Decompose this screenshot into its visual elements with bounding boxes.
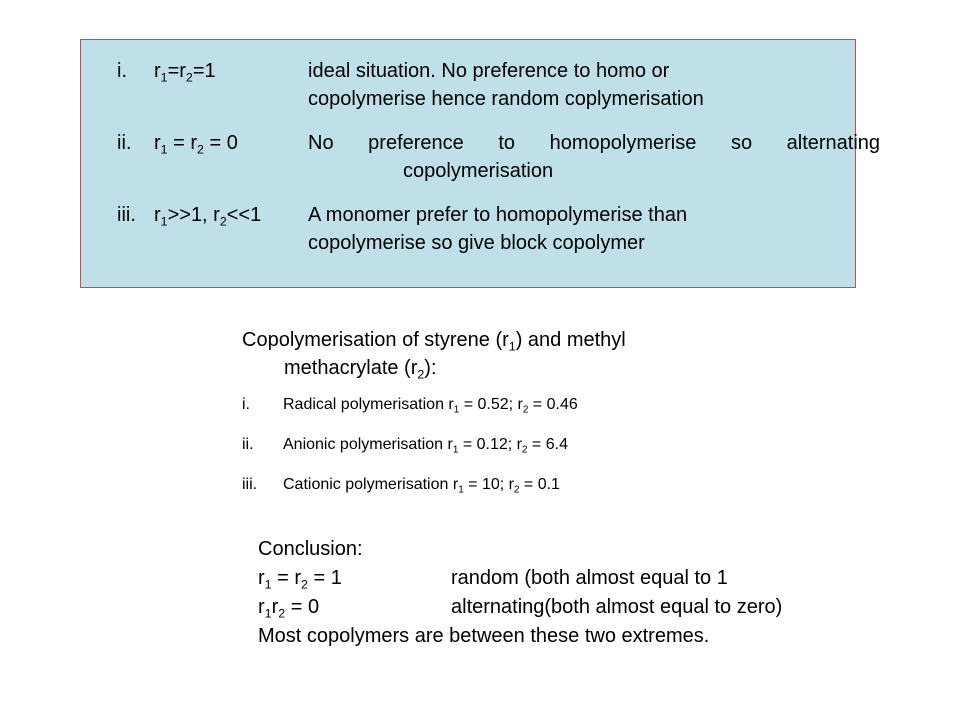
case-description-line2: copolymerise so give block copolymer <box>308 232 645 254</box>
conclusion-condition: $r_1 = r_2 = 1$ <box>258 567 342 592</box>
conclusion-meaning: alternating(both almost equal to zero) <box>451 596 783 618</box>
conclusion-row-random <box>258 564 728 593</box>
case-description-line1: No preference to homopolymerise so alternating <box>308 132 881 154</box>
method-text: Radical polymerisation $r_1 = 0.52$; $r_2 = 0.46$ <box>283 396 578 416</box>
method-number: ii. <box>242 436 254 453</box>
case-description-line1: A monomer prefer to homopolymerise than <box>308 204 688 226</box>
case-number: i. <box>117 60 127 82</box>
intro-line-2: methacrylate $(r_2)$: <box>284 357 437 382</box>
conclusion-condition: $r_1r_2 = 0$ <box>258 596 320 621</box>
conclusion-row-alternating <box>258 593 783 622</box>
case-condition: $r_1 = r_2 = 0$ <box>154 132 238 157</box>
conclusion-meaning: random (both almost equal to 1 <box>451 567 728 589</box>
case-description-line2: copolymerise hence random coplymerisation <box>308 88 704 110</box>
case-number: iii. <box>117 204 136 226</box>
method-number: iii. <box>242 476 258 493</box>
cases-list <box>81 40 881 287</box>
conclusion-closing: Most copolymers are between these two extremes. <box>258 625 710 647</box>
case-number: ii. <box>117 132 132 154</box>
styrene-mma-intro <box>242 326 626 382</box>
method-text: Cationic polymerisation $r_1 = 10$; $r_2 = 0.1$ <box>283 476 560 496</box>
case-description-line1: ideal situation. No preference to homo or <box>308 60 670 82</box>
conclusion-block <box>258 535 783 651</box>
method-text: Anionic polymerisation $r_1 = 0.12$; $r_2 = 6.4$ <box>283 436 568 456</box>
reactivity-cases-box <box>80 39 881 288</box>
case-condition: $r_1>>1$, $r_2<<1$ <box>154 204 262 229</box>
conclusion-heading: Conclusion: <box>258 538 363 560</box>
case-description-line2: copolymerisation <box>403 160 554 182</box>
method-number: i. <box>242 396 250 413</box>
intro-line-1: Copolymerisation of styrene $(r_1)$ and methyl <box>242 329 626 354</box>
case-condition: $r_1=r_2=1$ <box>154 60 216 85</box>
